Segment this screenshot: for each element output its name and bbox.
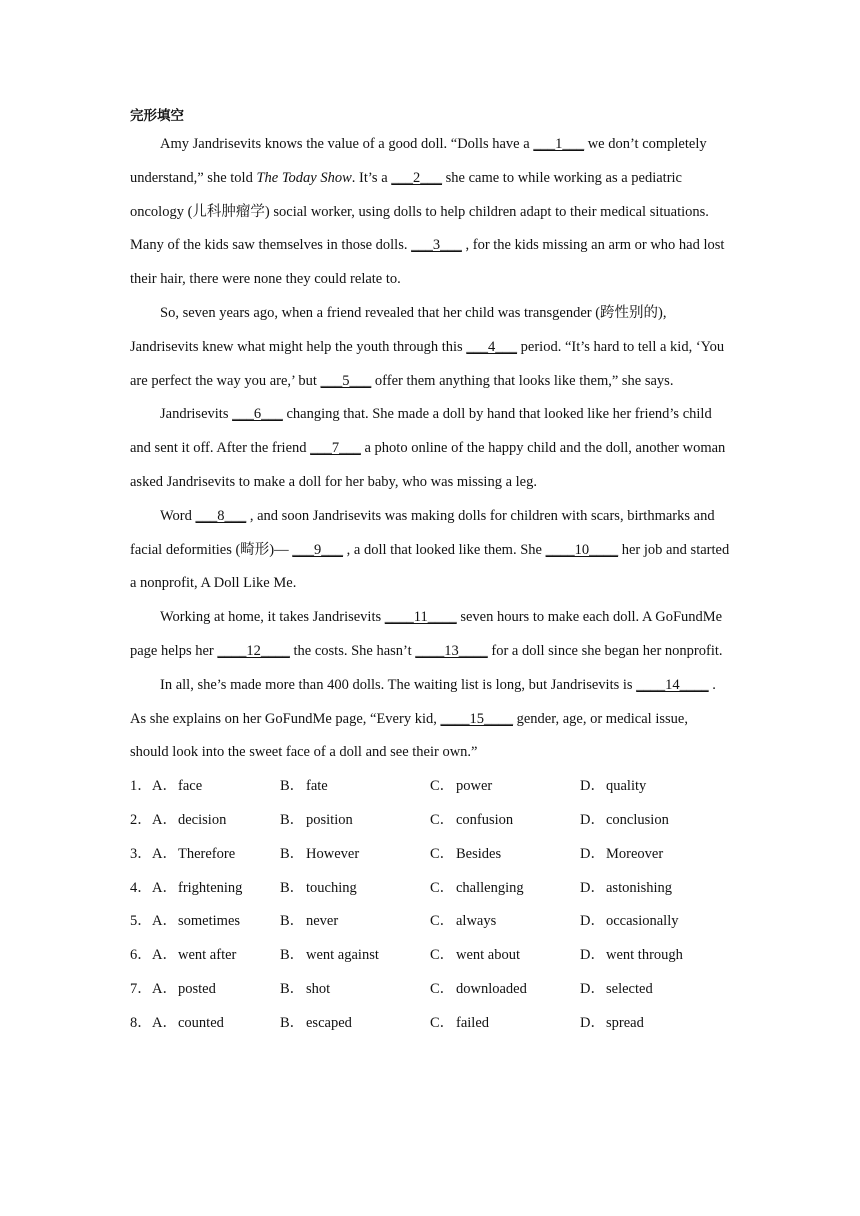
answer-blank: ____13____	[415, 642, 488, 659]
option-choice	[152, 770, 280, 804]
question-row	[130, 838, 730, 872]
option-text: confusion	[456, 811, 514, 828]
option-letter: C．	[430, 913, 455, 930]
option-letter: A．	[152, 879, 177, 896]
option-letter: D．	[580, 913, 605, 930]
option-letter: C．	[430, 778, 455, 795]
option-text: never	[306, 913, 339, 930]
question-options	[130, 770, 730, 1040]
option-letter: B．	[280, 913, 305, 930]
question-row	[130, 1007, 730, 1041]
option-choice	[430, 838, 580, 872]
option-letter: A．	[152, 980, 177, 997]
option-choice	[152, 905, 280, 939]
option-text: astonishing	[606, 879, 673, 896]
option-choice	[280, 973, 430, 1007]
option-text: power	[456, 778, 493, 795]
passage-text: we don’t completely understand,” she told	[130, 136, 707, 186]
answer-blank: ___9___	[292, 541, 344, 558]
answer-blank: ____14____	[636, 676, 709, 693]
passage-text: , a doll that looked like them. She	[343, 541, 546, 558]
option-text: spread	[606, 1014, 644, 1031]
option-text: went against	[306, 947, 379, 964]
option-choice	[280, 838, 430, 872]
passage-text: gender, age, or medical issue, should look into the sweet face of a doll and see their own.”	[130, 710, 688, 761]
question-number: 3．	[130, 845, 152, 862]
answer-blank: ___1___	[533, 136, 585, 152]
option-choice	[580, 1007, 730, 1041]
passage-text: she came to while working as a pediatric oncology (儿科肿瘤学) social worker, using dolls to help children adapt to their medical situations. Many of the kids saw themselves in those dolls.	[130, 169, 709, 254]
option-text: touching	[306, 879, 357, 896]
option-choice	[280, 939, 430, 973]
passage-paragraph	[130, 601, 730, 669]
answer-blank: ___8___	[195, 507, 247, 524]
option-letter: D．	[580, 947, 605, 964]
option-letter: C．	[430, 1014, 455, 1031]
option-letter: B．	[280, 778, 305, 795]
option-letter: A．	[152, 811, 177, 828]
option-text: went about	[456, 947, 521, 964]
answer-blank: ___5___	[320, 372, 372, 389]
passage-text: . As she explains on her GoFundMe page, “Every kid,	[130, 676, 716, 727]
question-number: 1．	[130, 778, 152, 795]
option-letter: D．	[580, 879, 605, 896]
option-text: posted	[178, 980, 216, 997]
option-letter: D．	[580, 778, 605, 795]
option-choice	[280, 872, 430, 906]
option-text: decision	[178, 811, 227, 828]
question-row	[130, 804, 730, 838]
passage-paragraph	[130, 398, 730, 499]
section-heading: 完形填空	[130, 108, 184, 124]
option-choice	[580, 804, 730, 838]
passage-text: So, seven years ago, when a friend revealed that her child was transgender (跨性别的), Jandrisevits knew what might help the youth through this	[130, 304, 667, 355]
option-choice	[430, 1007, 580, 1041]
question-number: 7．	[130, 980, 152, 997]
option-choice	[280, 1007, 430, 1041]
option-text: quality	[606, 778, 647, 795]
option-text: fate	[306, 778, 328, 795]
passage-paragraph	[130, 500, 730, 601]
passage-text: seven hours to make each doll. A GoFundMe page helps her	[130, 609, 723, 659]
option-text: escaped	[306, 1014, 352, 1031]
option-letter: C．	[430, 845, 455, 862]
option-text: occasionally	[606, 913, 679, 930]
passage-text: the costs. She hasn’t	[289, 642, 416, 659]
option-letter: B．	[280, 1014, 305, 1031]
option-text: face	[178, 778, 203, 795]
passage-text: changing that. She made a doll by hand that looked like her friend’s child and sent it off. After the friend	[130, 406, 712, 457]
option-text: went after	[178, 947, 237, 964]
option-letter: C．	[430, 879, 455, 896]
option-text: Therefore	[178, 845, 236, 862]
answer-blank: ___4___	[466, 338, 518, 355]
option-choice	[280, 770, 430, 804]
option-text: conclusion	[606, 811, 669, 828]
option-letter: B．	[280, 980, 305, 997]
option-choice	[580, 838, 730, 872]
option-text: always	[456, 913, 497, 930]
passage-text: . It’s a	[351, 169, 392, 186]
option-text: failed	[456, 1014, 490, 1031]
question-row	[130, 973, 730, 1007]
option-letter: B．	[280, 947, 305, 964]
passage-text: for a doll since she began her nonprofit.	[487, 642, 723, 659]
option-text: counted	[178, 1014, 224, 1031]
option-text: selected	[606, 980, 653, 997]
option-letter: A．	[152, 1014, 177, 1031]
option-letter: A．	[152, 778, 177, 795]
option-letter: C．	[430, 980, 455, 997]
option-letter: A．	[152, 947, 177, 964]
passage-text: a photo online of the happy child and the doll, another woman asked Jandrisevits to make a doll for her baby, who was missing a leg.	[130, 440, 726, 490]
answer-blank: ____15____	[440, 710, 513, 727]
question-number: 6．	[130, 947, 152, 964]
option-text: Moreover	[606, 845, 664, 862]
passage-text: In all, she’s made more than 400 dolls. The waiting list is long, but Jandrisevits is	[160, 676, 637, 693]
question-row	[130, 905, 730, 939]
option-text: went through	[606, 947, 683, 964]
answer-blank: ___6___	[232, 406, 283, 423]
option-choice	[580, 770, 730, 804]
passage-text: offer them anything that looks like them,” she says.	[371, 372, 674, 389]
cloze-passage	[130, 128, 730, 770]
answer-blank: ____12____	[217, 642, 290, 659]
question-number: 2．	[130, 811, 152, 828]
option-letter: D．	[580, 845, 605, 862]
option-letter: D．	[580, 811, 605, 828]
passage-paragraph	[130, 669, 730, 770]
option-choice	[152, 804, 280, 838]
passage-text: Amy Jandrisevits knows the value of a good doll. “Dolls have a	[160, 136, 534, 152]
option-letter: B．	[280, 845, 305, 862]
passage-text: , for the kids missing an arm or who had lost their hair, there were none they could relate to.	[130, 237, 725, 288]
passage-text: Word	[160, 507, 196, 524]
option-text: position	[306, 811, 353, 828]
option-choice	[280, 905, 430, 939]
question-row	[130, 939, 730, 973]
passage-paragraph	[130, 128, 730, 297]
option-choice	[580, 973, 730, 1007]
passage-text: Jandrisevits	[160, 406, 233, 423]
option-choice	[580, 872, 730, 906]
passage-text: her job and started a nonprofit, A Doll Like Me.	[130, 541, 730, 592]
option-text: Besides	[456, 845, 502, 862]
answer-blank: ____11____	[384, 609, 457, 626]
option-text: sometimes	[178, 913, 241, 930]
passage-text: Working at home, it takes Jandrisevits	[160, 609, 385, 626]
question-number: 5．	[130, 913, 152, 930]
option-letter: A．	[152, 913, 177, 930]
option-letter: C．	[430, 811, 455, 828]
passage-text: period. “It’s hard to tell a kid, ‘You are perfect the way you are,’ but	[130, 338, 725, 389]
option-text: shot	[306, 980, 331, 997]
option-choice	[152, 939, 280, 973]
option-choice	[580, 939, 730, 973]
question-number: 4．	[130, 879, 152, 896]
question-number: 8．	[130, 1014, 152, 1031]
document-page	[130, 104, 730, 1041]
answer-blank: ____10____	[545, 541, 619, 558]
option-choice	[152, 838, 280, 872]
option-choice	[580, 905, 730, 939]
option-letter: D．	[580, 980, 605, 997]
option-letter: A．	[152, 845, 177, 862]
option-text: frightening	[178, 879, 243, 896]
option-letter: B．	[280, 879, 305, 896]
option-choice	[430, 804, 580, 838]
passage-text: , and soon Jandrisevits was making dolls for children with scars, birthmarks and facial deformities (畸形)—	[130, 507, 715, 558]
option-letter: D．	[580, 1014, 605, 1031]
passage-paragraph	[130, 297, 730, 398]
option-choice	[430, 872, 580, 906]
option-choice	[430, 770, 580, 804]
option-text: challenging	[456, 879, 524, 896]
option-text: downloaded	[456, 980, 527, 997]
option-letter: B．	[280, 811, 305, 828]
answer-blank: ___7___	[310, 440, 361, 457]
option-choice	[280, 804, 430, 838]
question-row	[130, 770, 730, 804]
answer-blank: ___2___	[391, 169, 443, 186]
option-choice	[152, 973, 280, 1007]
option-text: However	[306, 845, 360, 862]
option-choice	[430, 939, 580, 973]
italic-title: The Today Show	[256, 169, 352, 186]
option-choice	[430, 905, 580, 939]
option-letter: C．	[430, 947, 455, 964]
option-choice	[430, 973, 580, 1007]
answer-blank: ___3___	[411, 237, 462, 254]
option-choice	[152, 872, 280, 906]
option-choice	[152, 1007, 280, 1041]
question-row	[130, 872, 730, 906]
